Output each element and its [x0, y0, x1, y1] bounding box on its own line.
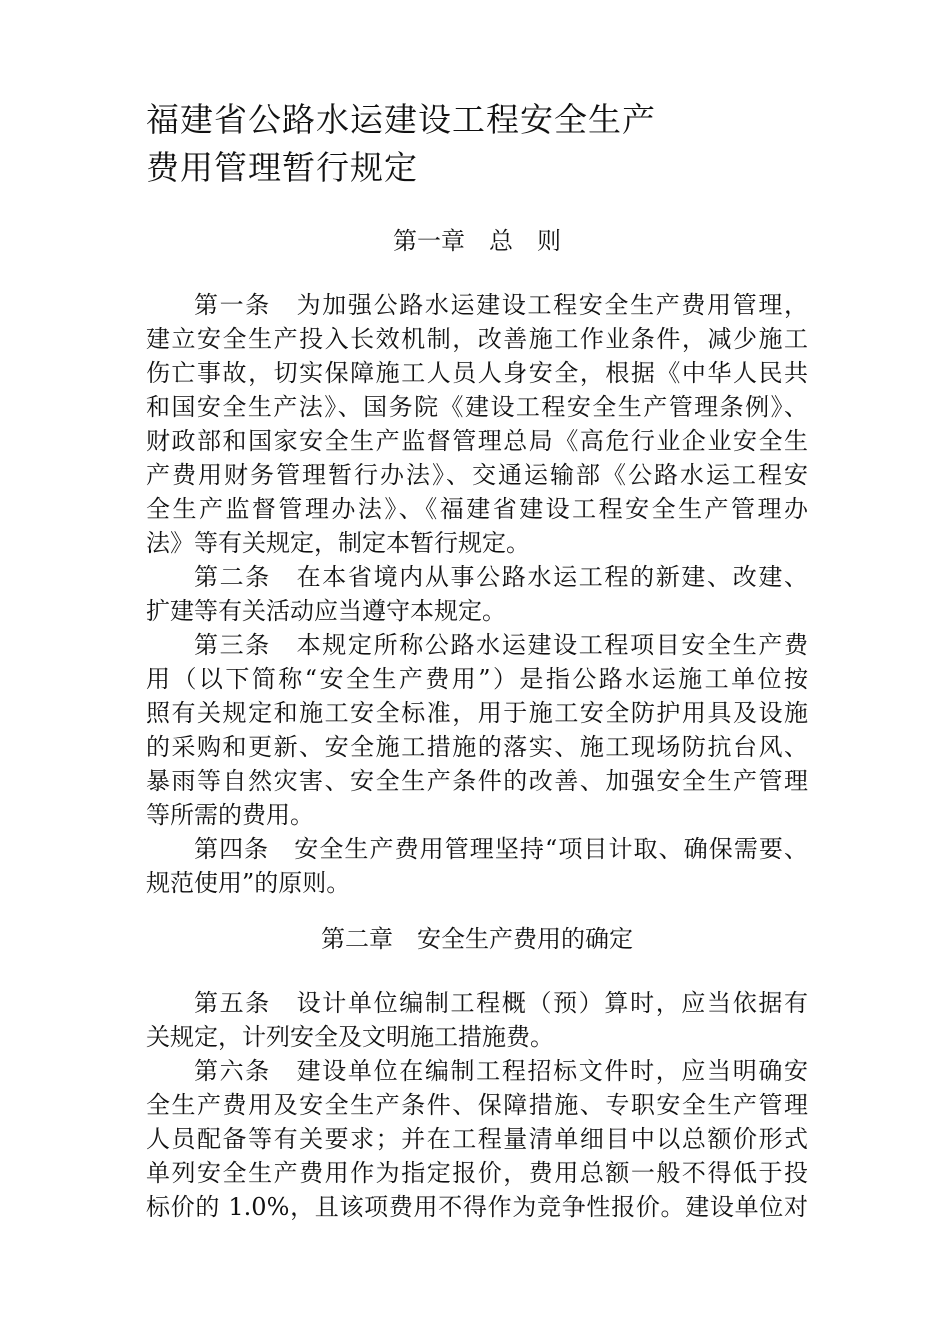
article-5-line: 关规定，计列安全及文明施工措施费。 — [146, 1023, 554, 1051]
article-2-line: 第二条 在本省境内从事公路水运工程的新建、改建、 — [194, 563, 808, 591]
article-1-line: 产费用财务管理暂行办法》、交通运输部《公路水运工程安 — [146, 461, 808, 489]
article-1-line: 第一条 为加强公路水运建设工程安全生产费用管理， — [194, 291, 808, 319]
article-1-line: 和国安全生产法》、国务院《建设工程安全生产管理条例》、 — [146, 393, 808, 421]
article-3-line: 照有关规定和施工安全标准，用于施工安全防护用具及设施 — [146, 699, 808, 727]
article-3-line: 的采购和更新、安全施工措施的落实、施工现场防抗台风、 — [146, 733, 808, 761]
document-title — [146, 96, 846, 192]
article-6-line: 标价的 1.0%，且该项费用不得作为竞争性报价。建设单位对 — [146, 1193, 808, 1221]
article-1-line: 全生产监督管理办法》、《福建省建设工程安全生产管理办 — [146, 495, 808, 523]
article-3-line: 第三条 本规定所称公路水运建设工程项目安全生产费 — [194, 631, 808, 659]
article-3-line: 等所需的费用。 — [146, 801, 314, 829]
article-4-line: 规范使用”的原则。 — [146, 869, 351, 897]
chapter-1-heading: 第一章 总 则 — [393, 227, 561, 255]
article-6-line: 单列安全生产费用作为指定报价，费用总额一般不得低于投 — [146, 1159, 808, 1187]
chapter-2-heading: 第二章 安全生产费用的确定 — [321, 925, 633, 953]
article-1-line: 伤亡事故，切实保障施工人员人身安全，根据《中华人民共 — [146, 359, 808, 387]
article-6-line: 全生产费用及安全生产条件、保障措施、专职安全生产管理 — [146, 1091, 808, 1119]
article-3-line: 用（以下简称“安全生产费用”）是指公路水运施工单位按 — [146, 665, 808, 693]
article-6-line: 第六条 建设单位在编制工程招标文件时，应当明确安 — [194, 1057, 808, 1085]
article-1-line: 建立安全生产投入长效机制，改善施工作业条件，减少施工 — [146, 325, 808, 353]
article-1-line: 法》等有关规定，制定本暂行规定。 — [146, 529, 530, 557]
article-2-line: 扩建等有关活动应当遵守本规定。 — [146, 597, 506, 625]
title-line-1: 福建省公路水运建设工程安全生产 — [146, 100, 656, 139]
article-1-line: 财政部和国家安全生产监督管理总局《高危行业企业安全生 — [146, 427, 808, 455]
article-5-line: 第五条 设计单位编制工程概（预）算时，应当依据有 — [194, 989, 808, 1017]
title-line-2: 费用管理暂行规定 — [146, 148, 418, 187]
article-6-line: 人员配备等有关要求；并在工程量清单细目中以总额价形式 — [146, 1125, 808, 1153]
article-4-line: 第四条 安全生产费用管理坚持“项目计取、确保需要、 — [194, 835, 808, 863]
article-3-line: 暴雨等自然灾害、安全生产条件的改善、加强安全生产管理 — [146, 767, 808, 795]
